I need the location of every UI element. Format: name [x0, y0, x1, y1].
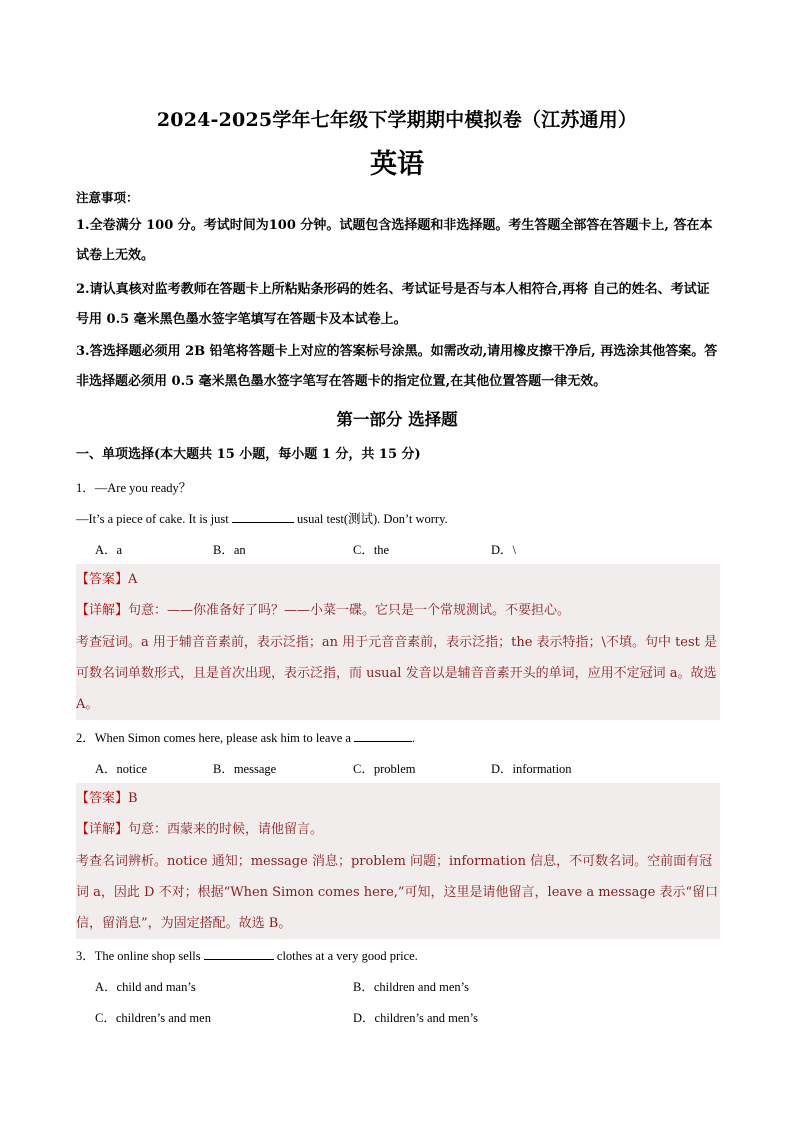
question-2-stem — [76, 728, 415, 746]
answer-value: A — [128, 572, 138, 587]
question-1-option-a: A．a — [95, 543, 123, 557]
question-2-option-d: D．information — [491, 762, 572, 776]
note-3: 3.答选择题必须用 2B 铅笔将答题卡上对应的答案标号涂黑。如需改动,请用橡皮擦干净后, 再选涂其他答案。答非选择题必须用 0.5 毫米黑色墨水签字笔写在答题卡的指定位置,在其他位置答题一律无效。 — [76, 344, 718, 389]
question-2-option-b: B．message — [213, 762, 277, 776]
detail-label: 【详解】 — [76, 822, 129, 837]
question-2-answer — [76, 784, 138, 814]
question-1-answer — [76, 565, 137, 595]
question-1-stem: 1．—Are you ready？ — [76, 481, 192, 495]
question-3-option-a: A．child and man’s — [95, 980, 196, 994]
question-1-explanation: 考查冠词。a 用于辅音音素前，表示泛指；an 用于元音音素前，表示泛指；the 表示特指；\不填。句中 test 是可数名词单数形式，且是首次出现，表示泛指，而 usual 发音以是辅音音素开头的单词，应用不定冠词 a。故选 A。 — [76, 635, 718, 712]
question-3-option-c: C．children’s and men — [95, 1011, 211, 1025]
question-3-text-a: 3．The online shop sells — [76, 949, 204, 963]
exam-title: 2024-2025学年七年级下学期期中模拟卷（江苏通用） — [156, 109, 638, 131]
question-2-option-c: C．problem — [353, 762, 416, 776]
answer-blank — [232, 510, 294, 523]
question-2-answer-box — [76, 783, 720, 939]
question-2-explanation: 考查名词辨析。notice 通知；message 消息；problem 问题；information 信息，不可数名词。空前面有冠词 a，因此 D 不对；根据“When Simon comes here,”可知，这里是请他留言，leave a message 表示“留口信，留消息”，为固定搭配。故选 B。 — [76, 854, 719, 931]
note-1: 1.全卷满分 100 分。考试时间为100 分钟。试题包含选择题和非选择题。考生答题全部答在答题卡上, 答在本试卷上无效。 — [76, 218, 713, 263]
note-2: 2.请认真核对监考教师在答题卡上所粘贴条形码的姓名、考试证号是否与本人相符合,再将 自己的姓名、考试证号用 0.5 毫米黑色墨水签字笔填写在答题卡及本试卷上。 — [76, 282, 710, 327]
answer-blank — [354, 729, 412, 742]
question-1-text-b: usual test(测试). Don’t worry. — [293, 512, 448, 526]
detail-text: 句意：——你准备好了吗？——小菜一碟。它只是一个常规测试。不要担心。 — [128, 603, 571, 618]
question-2-detail — [76, 815, 323, 845]
question-3-stem — [76, 946, 418, 964]
answer-label: 【答案】 — [76, 791, 129, 806]
question-1-option-b: B．an — [213, 543, 246, 557]
question-1-option-c: C．the — [353, 543, 390, 557]
question-2-text-b: . — [412, 731, 416, 745]
answer-blank — [204, 947, 274, 960]
question-3-option-b: B．children and men’s — [353, 980, 469, 994]
section-title: 第一部分 选择题 — [336, 410, 458, 429]
notes-heading: 注意事项： — [76, 190, 139, 205]
answer-value: B — [128, 791, 138, 806]
subject-title: 英语 — [370, 149, 424, 180]
part-title: 一、单项选择(本大题共 15 小题，每小题 1 分，共 15 分) — [76, 447, 421, 462]
question-1-text-a: —It’s a piece of cake. It is just — [76, 512, 232, 526]
question-2-option-a: A．notice — [95, 762, 148, 776]
detail-label: 【详解】 — [76, 603, 129, 618]
question-1-option-d: D．\ — [491, 543, 517, 557]
question-1-detail — [76, 596, 570, 626]
question-2-text-a: 2．When Simon comes here, please ask him to leave a — [76, 731, 355, 745]
question-3-text-b: clothes at a very good price. — [273, 949, 418, 963]
question-3-option-d: D．children’s and men’s — [353, 1011, 478, 1025]
detail-text: 句意：西蒙来的时候，请他留言。 — [128, 822, 324, 837]
answer-label: 【答案】 — [76, 572, 129, 587]
question-1-answer-box — [76, 564, 720, 720]
question-1-dialogue — [76, 509, 448, 527]
